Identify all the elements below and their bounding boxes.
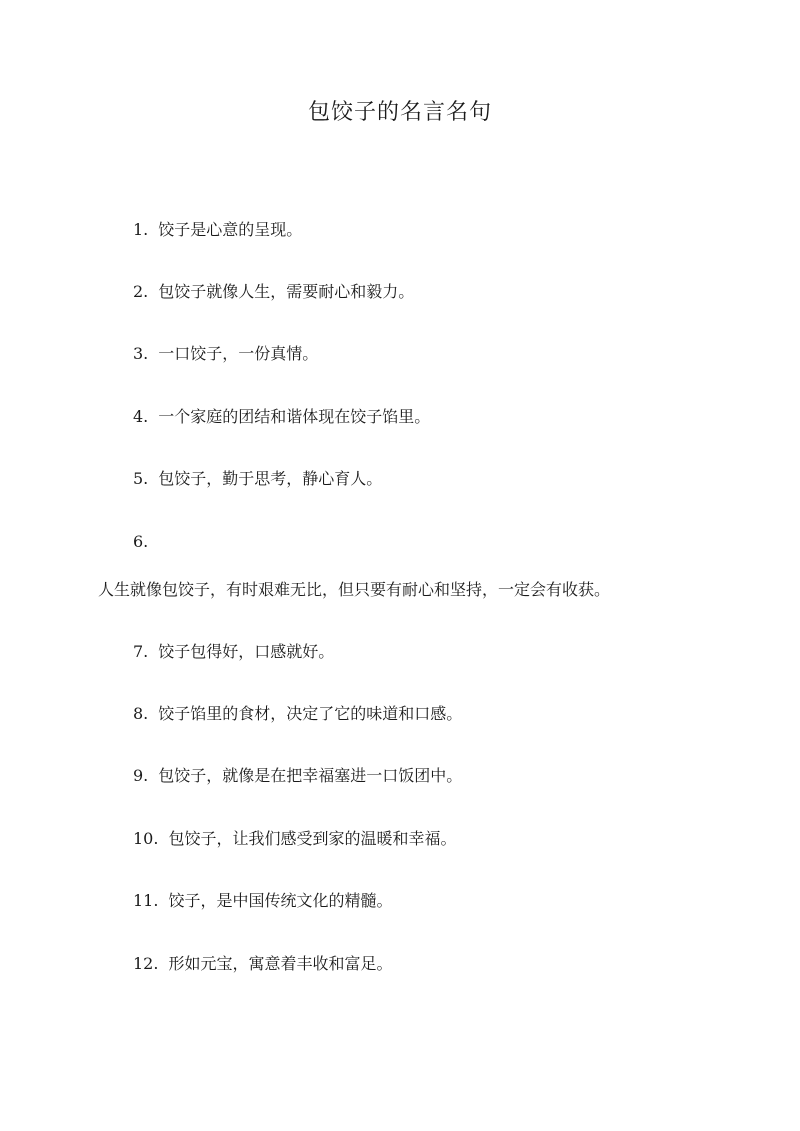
list-item-text: 一口饺子，一份真情。 xyxy=(158,344,319,363)
list-item-text: 包饺子，勤于思考，静心育人。 xyxy=(158,469,383,488)
list-item-number: 4. xyxy=(133,407,149,426)
list-item xyxy=(133,218,302,242)
list-item xyxy=(133,702,462,726)
list-item-number: 5. xyxy=(133,469,149,488)
list-item xyxy=(133,405,430,429)
list-item xyxy=(133,342,318,366)
list-item xyxy=(133,889,392,913)
list-item-number: 12. xyxy=(133,954,159,973)
list-item-number-only xyxy=(133,530,158,554)
list-item-number: 7. xyxy=(133,642,149,661)
list-item xyxy=(133,280,414,304)
list-item-text: 饺子馅里的食材，决定了它的味道和口感。 xyxy=(158,704,463,723)
list-item-number: 11. xyxy=(133,891,159,910)
list-item-text: 饺子包得好，口感就好。 xyxy=(158,642,335,661)
list-item-number: 8. xyxy=(133,704,149,723)
list-item-number: 1. xyxy=(133,220,149,239)
list-item-text: 饺子是心意的呈现。 xyxy=(158,220,303,239)
list-item-number: 6. xyxy=(133,532,149,551)
list-item-text: 一个家庭的团结和谐体现在饺子馅里。 xyxy=(158,407,431,426)
list-item xyxy=(133,467,382,491)
list-item-text: 人生就像包饺子，有时艰难无比，但只要有耐心和坚持，一定会有收获。 xyxy=(98,580,611,599)
list-item-text: 包饺子，让我们感受到家的温暖和幸福。 xyxy=(168,829,457,848)
list-item-number: 9. xyxy=(133,766,149,785)
list-item-number: 2. xyxy=(133,282,149,301)
list-item-text: 饺子，是中国传统文化的精髓。 xyxy=(168,891,393,910)
list-item-number: 3. xyxy=(133,344,149,363)
list-item-text: 包饺子，就像是在把幸福塞进一口饭团中。 xyxy=(158,766,463,785)
page-title: 包饺子的名言名句 xyxy=(307,100,492,125)
list-item-text-wrapped xyxy=(98,578,610,602)
list-item-text: 形如元宝，寓意着丰收和富足。 xyxy=(168,954,393,973)
list-item xyxy=(133,764,462,788)
list-item-number: 10. xyxy=(133,829,159,848)
list-item xyxy=(133,952,392,976)
list-item xyxy=(133,827,456,851)
list-item xyxy=(133,640,334,664)
list-item-text: 包饺子就像人生，需要耐心和毅力。 xyxy=(158,282,415,301)
